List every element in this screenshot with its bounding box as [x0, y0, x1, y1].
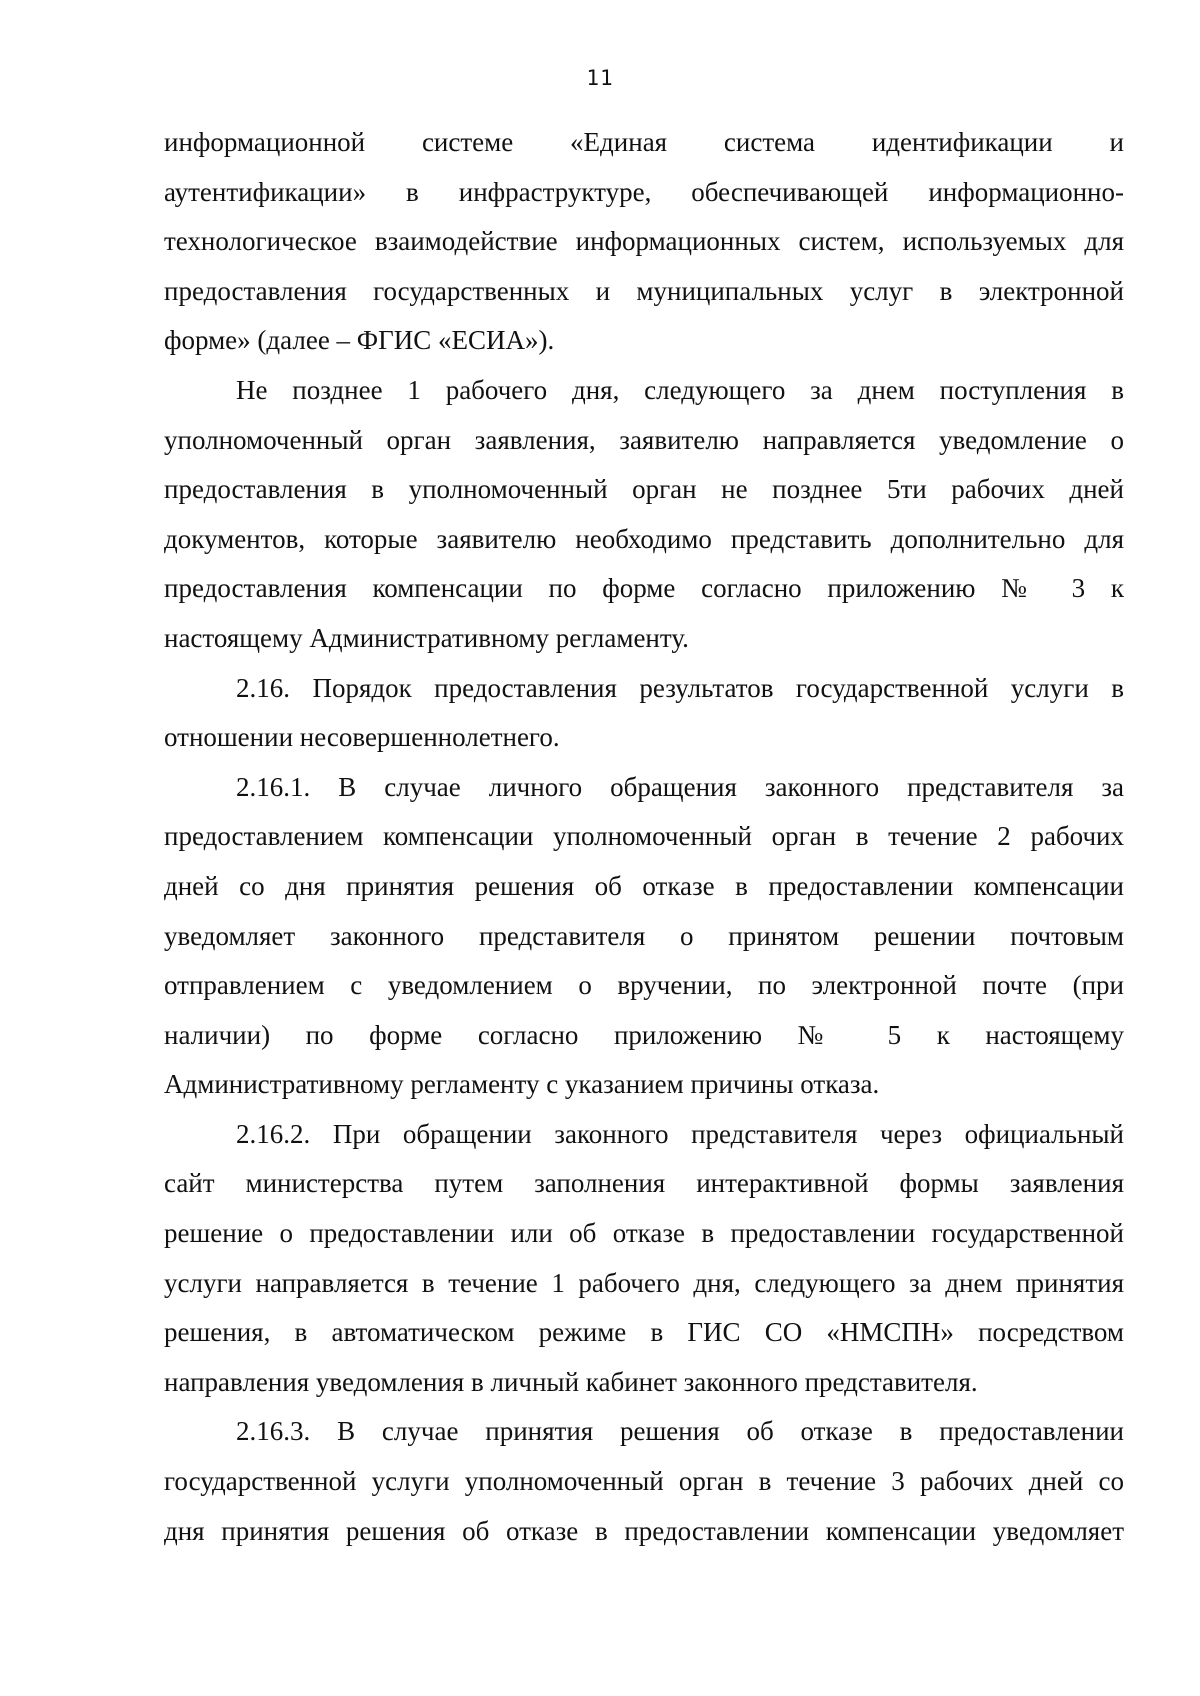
text-line: предоставлением компенсации уполномоченный орган в течение 2 рабочих	[164, 821, 1124, 852]
text-line: решение о предоставлении или об отказе в предоставлении государственной	[164, 1218, 1124, 1249]
text-line: 2.16.1. В случае личного обращения законного представителя за	[236, 771, 1124, 802]
text-line: настоящему Административному регламенту.	[164, 622, 689, 653]
text-line: информационной системе «Единая система идентификации и	[164, 127, 1124, 157]
text-line: отправлением с уведомлением о вручении, по электронной почте (при	[164, 970, 1124, 1001]
text-line: уполномоченный орган заявления, заявителю направляется уведомление о	[164, 424, 1124, 455]
page-number: 11	[586, 66, 614, 90]
section-2-16-1	[164, 763, 1124, 1110]
text-line: 2.16. Порядок предоставления результатов государственной услуги в	[236, 672, 1124, 703]
text-line: технологическое взаимодействие информационных систем, используемых для	[164, 226, 1124, 257]
text-line: предоставления компенсации по форме согласно приложению № 3 к	[164, 573, 1124, 604]
text-line: форме» (далее – ФГИС «ЕСИА»).	[164, 325, 555, 356]
text-line: решения, в автоматическом режиме в ГИС СО «НМСПН» посредством	[164, 1317, 1124, 1348]
paragraph-esia-definition	[164, 118, 1124, 366]
text-line: документов, которые заявителю необходимо представить дополнительно для	[164, 523, 1124, 554]
text-line: дней со дня принятия решения об отказе в предоставлении компенсации	[164, 870, 1124, 901]
text-line: предоставления государственных и муниципальных услуг в электронной	[164, 275, 1124, 306]
document-body	[164, 118, 1124, 1556]
text-line: Не позднее 1 рабочего дня, следующего за днем поступления в	[236, 374, 1124, 405]
text-line: государственной услуги уполномоченный орган в течение 3 рабочих дней со	[164, 1466, 1124, 1497]
text-line: 2.16.2. При обращении законного представителя через официальный	[236, 1118, 1124, 1149]
text-line: направления уведомления в личный кабинет законного представителя.	[164, 1366, 978, 1397]
paragraph-notification-deadline	[164, 366, 1124, 664]
text-line: сайт министерства путем заполнения интерактивной формы заявления	[164, 1168, 1124, 1199]
text-line: уведомляет законного представителя о принятом решении почтовым	[164, 920, 1124, 951]
text-line: отношении несовершеннолетнего.	[164, 722, 560, 753]
text-line: наличии) по форме согласно приложению № 5 к настоящему	[164, 1019, 1124, 1050]
text-line: Административному регламенту с указанием причины отказа.	[164, 1069, 880, 1100]
text-line: предоставления в уполномоченный орган не позднее 5ти рабочих дней	[164, 474, 1124, 505]
text-line: аутентификации» в инфраструктуре, обеспечивающей информационно-	[164, 176, 1124, 207]
text-line: дня принятия решения об отказе в предоставлении компенсации уведомляет	[164, 1515, 1124, 1546]
text-line: услуги направляется в течение 1 рабочего дня, следующего за днем принятия	[164, 1267, 1124, 1298]
section-2-16-heading	[164, 664, 1124, 763]
section-2-16-3	[164, 1407, 1124, 1556]
text-line: 2.16.3. В случае принятия решения об отказе в предоставлении	[236, 1416, 1124, 1447]
section-2-16-2	[164, 1110, 1124, 1408]
